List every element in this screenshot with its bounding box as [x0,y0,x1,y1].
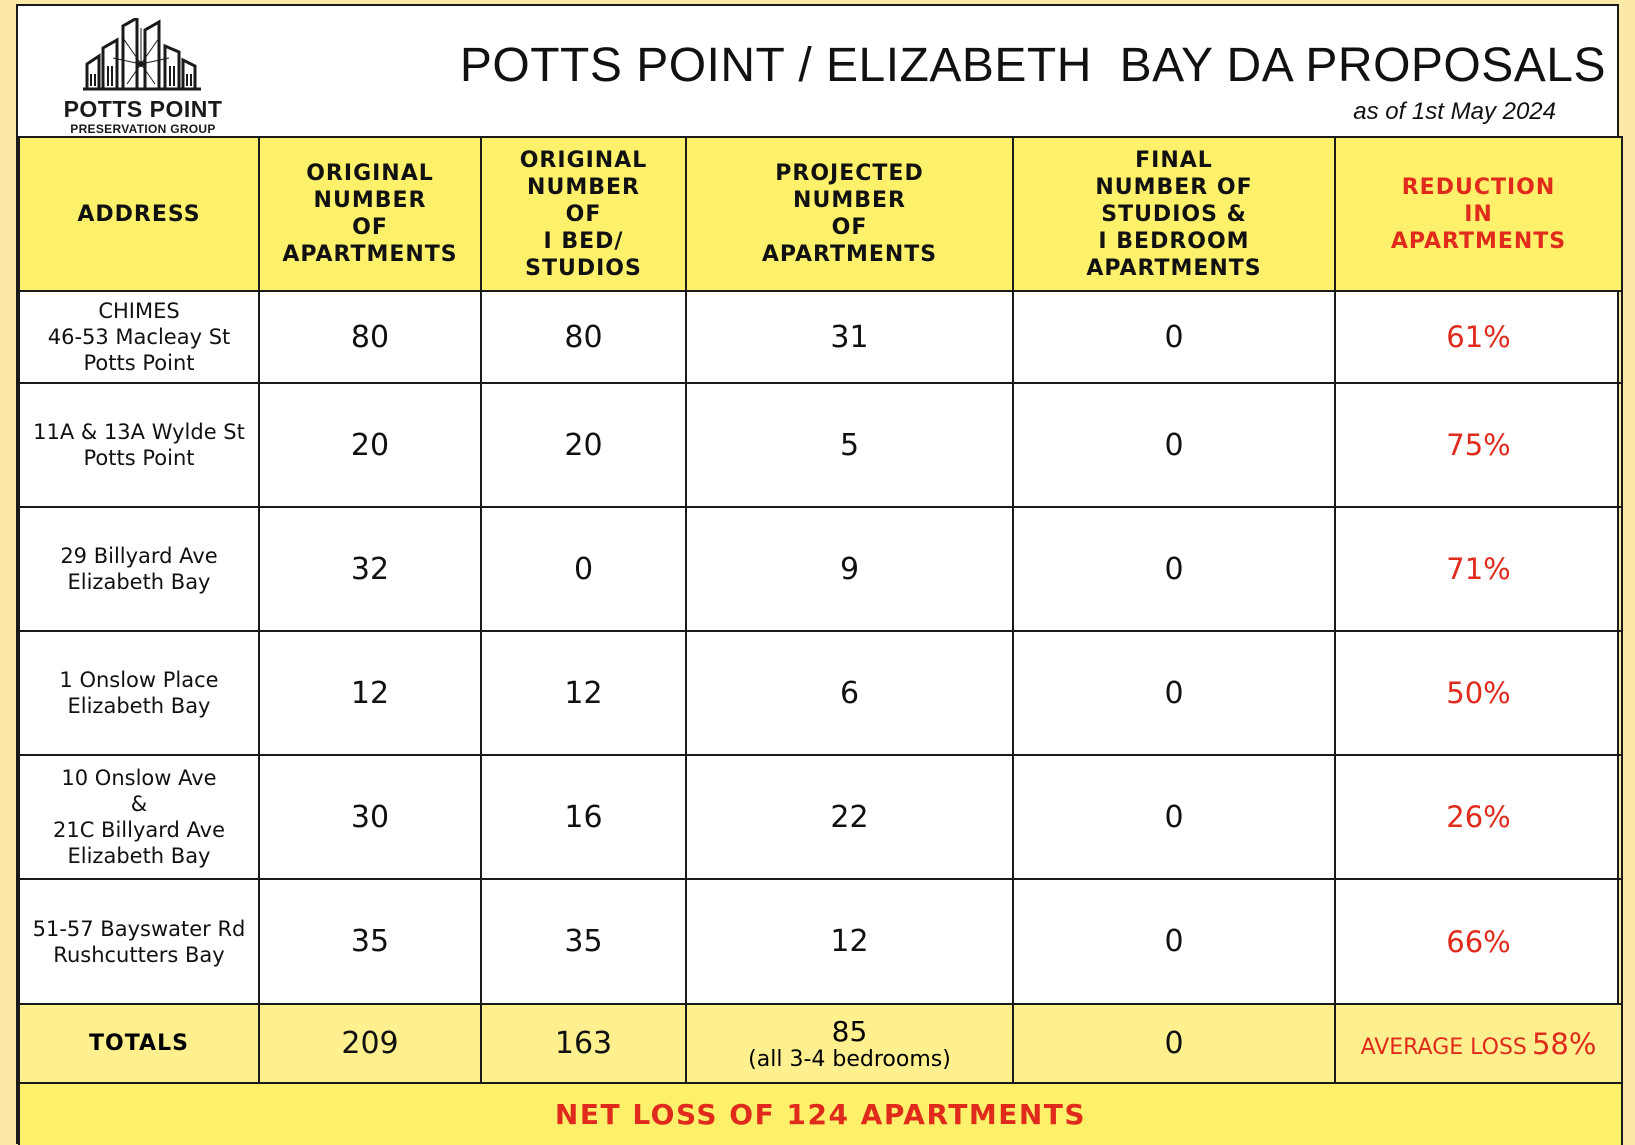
final-count-cell: 0 [1013,631,1335,755]
original-count-cell: 30 [259,755,481,879]
total-projected-note: (all 3-4 bedrooms) [748,1046,951,1072]
original-count-cell: 12 [259,631,481,755]
table-row [19,879,1622,1004]
net-loss-row [19,1083,1622,1145]
city-skyline-icon [83,18,203,92]
logo [38,18,238,136]
one-bed-count-cell: 12 [481,631,686,755]
reduction-cell: 71% [1335,507,1622,631]
final-count-cell: 0 [1013,879,1335,1004]
address-cell: 11A & 13A Wylde St Potts Point [19,383,259,507]
total-projected-cell [686,1004,1013,1083]
one-bed-count-cell: 80 [481,291,686,383]
table-row [19,507,1622,631]
address-cell: 1 Onslow Place Elizabeth Bay [19,631,259,755]
totals-row [19,1004,1622,1083]
total-projected-value: 85 [831,1014,868,1048]
reduction-cell: 75% [1335,383,1622,507]
original-count-cell: 32 [259,507,481,631]
projected-count-cell: 12 [686,879,1013,1004]
total-original-cell: 209 [259,1004,481,1083]
net-loss-banner: NET LOSS OF 124 APARTMENTS [19,1083,1622,1145]
column-header-original-apartments: ORIGINAL NUMBER OF APARTMENTS [259,137,481,291]
table-row [19,383,1622,507]
table-row [19,291,1622,383]
original-count-cell: 80 [259,291,481,383]
column-header-original-1-bed-studios: ORIGINAL NUMBER OF I BED/ STUDIOS [481,137,686,291]
one-bed-count-cell: 20 [481,383,686,507]
reduction-cell: 66% [1335,879,1622,1004]
total-final-cell: 0 [1013,1004,1335,1083]
reduction-cell: 50% [1335,631,1622,755]
address-cell: 29 Billyard Ave Elizabeth Bay [19,507,259,631]
projected-count-cell: 31 [686,291,1013,383]
average-loss-cell [1335,1004,1622,1083]
reduction-cell: 61% [1335,291,1622,383]
page-title: POTTS POINT / ELIZABETH BAY DA PROPOSALS [459,39,1606,92]
projected-count-cell: 22 [686,755,1013,879]
table-header-row [19,137,1622,291]
original-count-cell: 35 [259,879,481,1004]
column-header-projected-apartments: PROJECTED NUMBER OF APARTMENTS [686,137,1013,291]
total-one-bed-cell: 163 [481,1004,686,1083]
table-row [19,755,1622,879]
logo-subtitle: PRESERVATION GROUP [70,122,216,136]
column-header-address: ADDRESS [19,137,259,291]
document-header [16,4,1619,136]
one-bed-count-cell: 16 [481,755,686,879]
projected-count-cell: 5 [686,383,1013,507]
table-row [19,631,1622,755]
address-cell: CHIMES 46-53 Macleay St Potts Point [19,291,259,383]
address-cell: 10 Onslow Ave & 21C Billyard Ave Elizabeth Bay [19,755,259,879]
final-count-cell: 0 [1013,507,1335,631]
as-of-date: as of 1st May 2024 [1353,98,1556,125]
projected-count-cell: 9 [686,507,1013,631]
one-bed-count-cell: 35 [481,879,686,1004]
one-bed-count-cell: 0 [481,507,686,631]
column-header-reduction: REDUCTION IN APARTMENTS [1335,137,1622,291]
average-loss-label: AVERAGE LOSS [1360,1034,1527,1060]
column-header-final-studios-1-bedroom: FINAL NUMBER OF STUDIOS & I BEDROOM APARTMENTS [1013,137,1335,291]
da-proposals-table [18,136,1623,1145]
projected-count-cell: 6 [686,631,1013,755]
final-count-cell: 0 [1013,383,1335,507]
final-count-cell: 0 [1013,291,1335,383]
logo-name: POTTS POINT [63,96,223,122]
totals-label: TOTALS [19,1004,259,1083]
reduction-cell: 26% [1335,755,1622,879]
address-cell: 51-57 Bayswater Rd Rushcutters Bay [19,879,259,1004]
final-count-cell: 0 [1013,755,1335,879]
average-loss-value: 58% [1531,1026,1597,1061]
original-count-cell: 20 [259,383,481,507]
